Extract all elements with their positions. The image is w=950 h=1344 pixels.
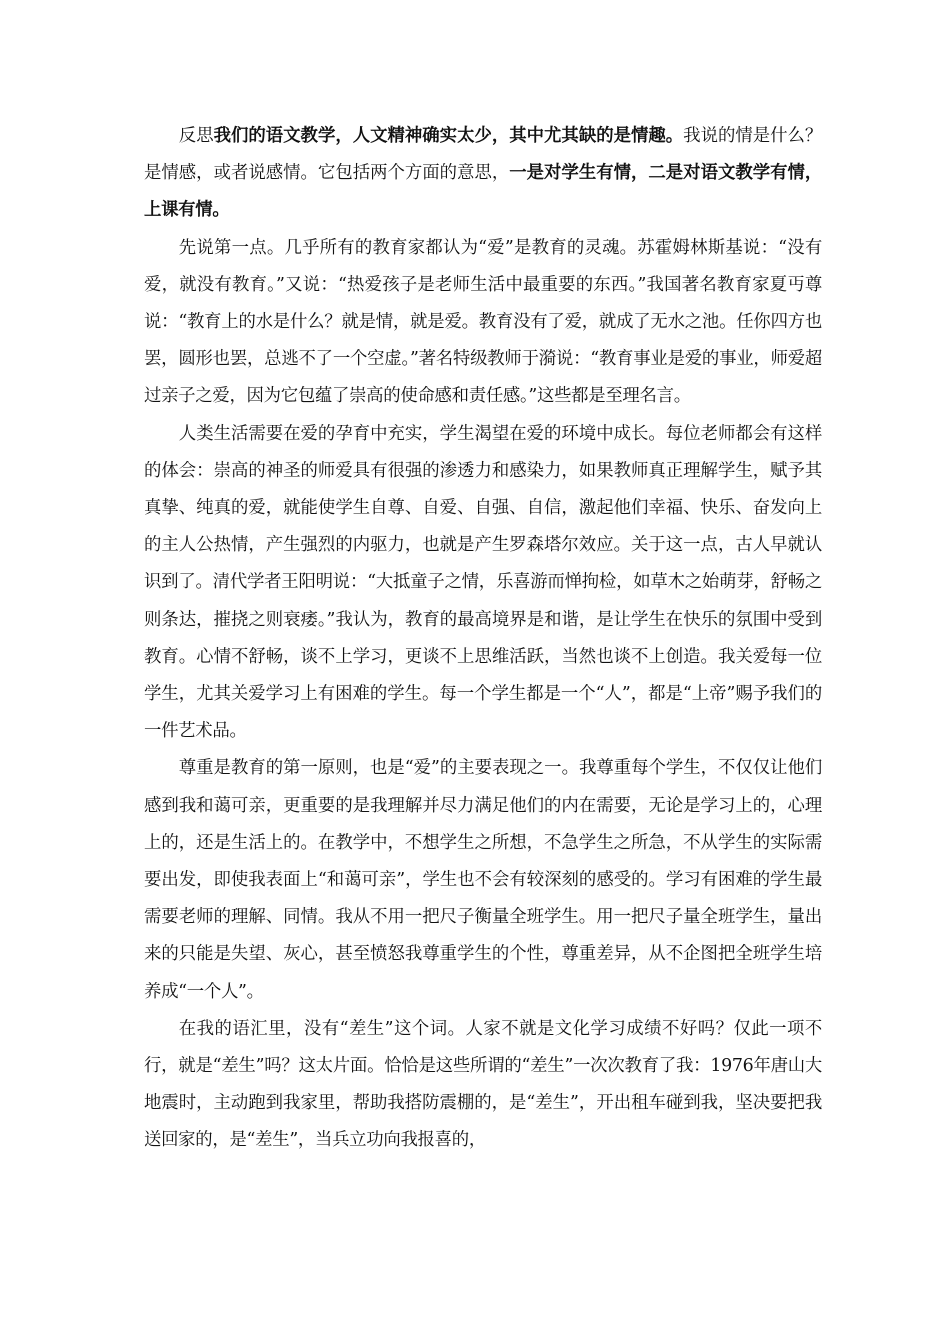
paragraph-3 <box>144 416 822 751</box>
paragraph-4 <box>144 750 822 1010</box>
paragraph-3-text: 人类生活需要在爱的孕育中充实，学生渴望在爱的环境中成长。每位老师都会有这样的体会：崇高的神圣的师爱具有很强的渗透力和感染力，如果教师真正理解学生，赋予其真挚、纯真的爱，就能使学生自尊、自爱、自强、自信，激起他们幸福、快乐、奋发向上的主人公热情，产生强烈的内驱力，也就是产生罗森塔尔效应。关于这一点，古人早就认识到了。清代学者王阳明说：“大抵童子之情，乐喜游而惮拘检，如草木之始萌芽，舒畅之则条达，摧挠之则衰痿。”我认为，教育的最高境界是和谐，是让学生在快乐的氛围中受到教育。心情不舒畅，谈不上学习，更谈不上思维活跃，当然也谈不上创造。我关爱每一位学生，尤其关爱学习上有困难的学生。每一个学生都是一个“人”，都是“上帝”赐予我们的一件艺术品。 <box>144 423 822 742</box>
paragraph-5-text: 在我的语汇里，没有“差生”这个词。人家不就是文化学习成绩不好吗？仅此一项不行，就是“差生”吗？这太片面。恰恰是这些所谓的“差生”一次次教育了我：1976年唐山大地震时，主动跑到我家里，帮助我搭防震棚的，是“差生”，开出租车碰到我，坚决要把我送回家的，是“差生”，当兵立功向我报喜的， <box>144 1018 822 1151</box>
paragraph-4-text: 尊重是教育的第一原则，也是“爱”的主要表现之一。我尊重每个学生，不仅仅让他们感到我和蔼可亲，更重要的是我理解并尽力满足他们的内在需要，无论是学习上的，心理上的，还是生活上的。在教学中，不想学生之所想，不急学生之所急，不从学生的实际需要出发，即使我表面上“和蔼可亲”，学生也不会有较深刻的感受的。学习有困难的学生最需要老师的理解、同情。我从不用一把尺子衡量全班学生。用一把尺子量全班学生，量出来的只能是失望、灰心，甚至愤怒我尊重学生的个性，尊重差异，从不企图把全班学生培养成“一个人”。 <box>144 758 822 1002</box>
paragraph-1 <box>144 118 822 230</box>
paragraph-1-segment-3: 我说的情是什么？是情感，或者说感情。它包括两个方面的意思， <box>144 126 823 184</box>
paragraph-5 <box>144 1011 822 1160</box>
paragraph-1-bold-segment-2: 一是对学生有情，二是对语文教学有情，上课有情。 <box>144 163 823 221</box>
paragraph-2-text: 先说第一点。几乎所有的教育家都认为“爱”是教育的灵魂。苏霍姆林斯基说：“没有爱，就没有教育。”又说：“热爱孩子是老师生活中最重要的东西。”我国著名教育家夏丏尊说：“教育上的水是什么？就是情，就是爱。教育没有了爱，就成了无水之池。任你四方也罢，圆形也罢，总逃不了一个空虚。”著名特级教师于漪说：“教育事业是爱的事业，师爱超过亲子之爱，因为它包蕴了崇高的使命感和责任感。”这些都是至理名言。 <box>144 237 822 407</box>
document-body <box>144 118 822 1160</box>
paragraph-1-segment-1: 反思 <box>178 126 214 146</box>
paragraph-1-bold-segment-1: 我们的语文教学，人文精神确实太少，其中尤其缺的是情趣。 <box>213 126 684 146</box>
paragraph-2 <box>144 230 822 416</box>
